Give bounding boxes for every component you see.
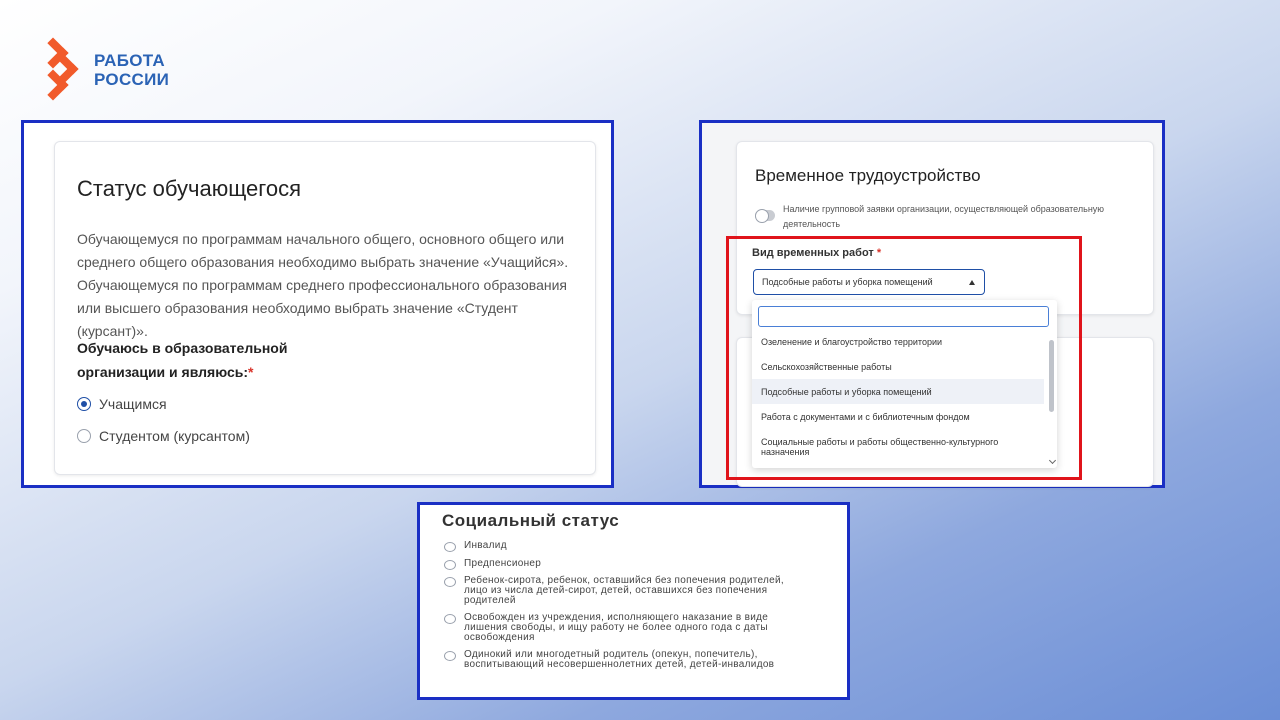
work-type-selected-value: Подсобные работы и уборка помещений — [762, 277, 933, 287]
student-status-question — [77, 336, 377, 384]
radio-option-student[interactable] — [77, 428, 250, 444]
dropdown-search-input[interactable] — [758, 306, 1049, 327]
caret-up-icon[interactable] — [969, 280, 975, 285]
radio-checked-icon[interactable] — [77, 397, 91, 411]
work-type-dropdown — [752, 300, 1057, 468]
dropdown-option[interactable]: Сельскохозяйственные работы — [761, 362, 892, 372]
dropdown-scrollbar[interactable] — [1049, 340, 1054, 412]
student-status-title: Статус обучающегося — [77, 176, 301, 201]
dropdown-option[interactable]: Социальные работы и работы общественно-культурного назначения — [761, 437, 999, 457]
radio-option-pupil[interactable] — [77, 396, 167, 412]
social-option-label: Инвалид — [464, 540, 507, 551]
social-option-label: Предпенсионер — [464, 558, 542, 569]
question-text: Обучаюсь в образовательной организации и являюсь: — [77, 340, 288, 380]
radio-unchecked-icon[interactable] — [444, 560, 456, 570]
temp-employment-title: Временное трудоустройство — [755, 166, 981, 185]
work-type-select[interactable] — [753, 269, 985, 295]
social-option-released[interactable] — [444, 613, 794, 643]
dropdown-option-selected[interactable]: Подсобные работы и уборка помещений — [752, 379, 1044, 404]
logo-line-2: РОССИИ — [94, 70, 170, 89]
required-mark: * — [876, 247, 882, 259]
social-option-orphan[interactable] — [444, 576, 794, 606]
radio-label: Студентом (курсантом) — [99, 428, 250, 444]
social-option-pre-pensioner[interactable] — [444, 559, 794, 570]
group-request-toggle[interactable] — [755, 210, 775, 221]
social-status-title: Социальный статус — [442, 511, 620, 530]
radio-unchecked-icon[interactable] — [444, 577, 456, 587]
dropdown-option[interactable]: Озеленение и благоустройство территории — [761, 337, 943, 347]
group-request-toggle-row — [755, 202, 1113, 232]
logo-arrows-icon — [42, 38, 86, 102]
social-option-label: Ребенок-сирота, ребенок, оставшийся без попечения родителей, лицо из числа детей-сирот, детей, оставшихся без попечения родителей — [464, 575, 785, 606]
social-option-label: Одинокий или многодетный родитель (опекун, попечитель), воспитывающий несовершеннолетних детей, детей-инвалидов — [464, 649, 775, 670]
radio-unchecked-icon[interactable] — [444, 651, 456, 661]
student-status-frame — [21, 120, 614, 488]
radio-unchecked-icon[interactable] — [77, 429, 91, 443]
social-option-single-parent[interactable] — [444, 650, 794, 670]
temp-employment-frame — [699, 120, 1165, 488]
dropdown-option[interactable]: Работа с документами и с библиотечным фондом — [761, 412, 970, 422]
work-type-label-text: Вид временных работ — [752, 247, 874, 259]
radio-unchecked-icon[interactable] — [444, 614, 456, 624]
group-request-toggle-label: Наличие групповой заявки организации, осуществляющей образовательную деятельность — [783, 204, 1105, 229]
required-mark: * — [248, 364, 254, 380]
social-option-label: Освобожден из учреждения, исполняющего наказание в виде лишения свободы, и ищу работу не более одного года с даты освобождения — [464, 612, 769, 643]
work-type-label — [752, 247, 881, 259]
logo-text — [94, 51, 169, 89]
radio-unchecked-icon[interactable] — [444, 542, 456, 552]
logo-line-1: РАБОТА — [94, 51, 165, 70]
scroll-down-icon[interactable] — [1049, 457, 1056, 464]
student-status-description: Обучающемуся по программам начального общего, основного общего или среднего общего образования необходимо выбрать значение «Учащийся». Обучающемуся по программам среднего профессионального образования или высшего образования необходимо выбрать значение «Студент (курсант)». — [77, 231, 569, 339]
rabota-rossii-logo — [42, 38, 169, 102]
student-status-card — [54, 141, 596, 475]
radio-label: Учащимся — [99, 396, 167, 412]
social-option-disabled[interactable] — [444, 541, 794, 552]
social-status-frame — [417, 502, 850, 700]
